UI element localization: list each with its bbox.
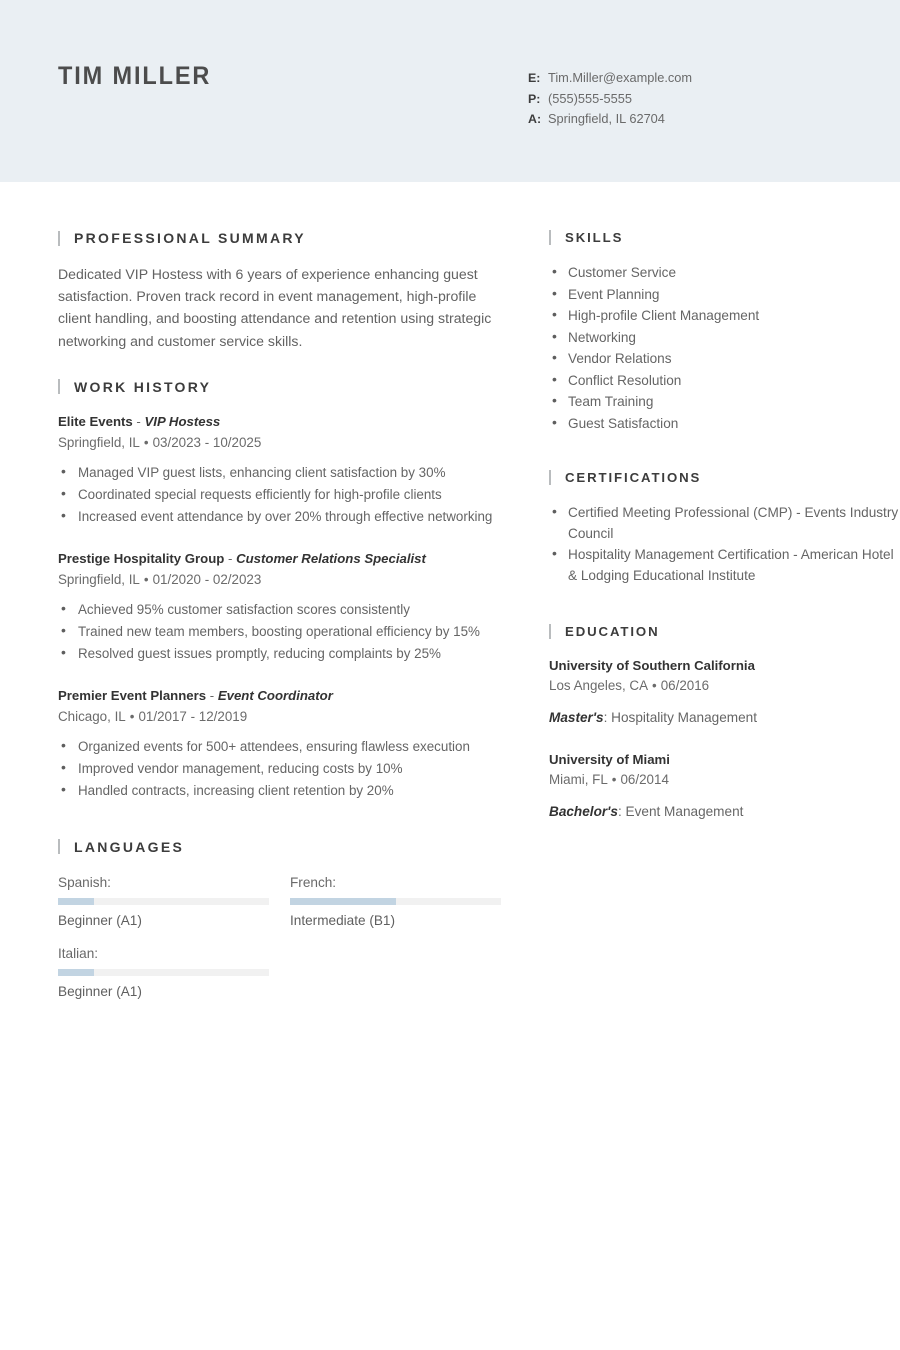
work-bullet: • Trained new team members, boosting operational efficiency by 15% bbox=[58, 621, 501, 642]
work-bullet: • Increased event attendance by over 20% through effective networking bbox=[58, 506, 501, 527]
section-education bbox=[549, 624, 900, 822]
language-progress-track bbox=[58, 969, 269, 976]
section-title-languages: LANGUAGES bbox=[74, 838, 185, 855]
contact-row-address bbox=[528, 109, 692, 130]
education-degree bbox=[549, 707, 900, 728]
work-entry-meta bbox=[58, 569, 501, 590]
education-location: Los Angeles, CA bbox=[549, 677, 649, 693]
language-name: Italian: bbox=[58, 945, 99, 961]
email-label: E: bbox=[528, 71, 541, 85]
right-column bbox=[549, 230, 900, 849]
meta-dot-icon: • bbox=[143, 571, 149, 587]
education-entry bbox=[549, 750, 900, 822]
work-separator: - bbox=[224, 550, 237, 566]
work-bullet: • Handled contracts, increasing client retention by 20% bbox=[58, 780, 501, 801]
education-degree bbox=[549, 801, 900, 822]
work-title: Event Coordinator bbox=[217, 687, 333, 703]
work-location: Springfield, IL bbox=[58, 434, 140, 450]
work-company: Premier Event Planners bbox=[58, 687, 207, 703]
language-progress-track bbox=[290, 898, 501, 905]
section-professional-summary bbox=[58, 230, 501, 352]
language-item bbox=[290, 872, 501, 931]
certification-item: • Hospitality Management Certification - American Hotel & Lodging Educational Institute bbox=[549, 544, 900, 586]
section-head-summary bbox=[58, 230, 501, 246]
section-title-skills: SKILLS bbox=[565, 230, 624, 245]
work-bullets bbox=[58, 599, 501, 664]
language-progress-fill bbox=[58, 898, 94, 905]
work-entry bbox=[58, 412, 501, 527]
work-entry-meta bbox=[58, 706, 501, 727]
section-languages bbox=[58, 839, 501, 1014]
education-date: 06/2016 bbox=[660, 677, 710, 693]
meta-dot-icon: • bbox=[652, 677, 657, 693]
language-progress-fill bbox=[290, 898, 396, 905]
left-column bbox=[58, 230, 501, 1041]
education-degree-field: : Event Management bbox=[617, 803, 744, 819]
work-title: Customer Relations Specialist bbox=[236, 550, 426, 566]
work-bullet: • Managed VIP guest lists, enhancing client satisfaction by 30% bbox=[58, 462, 501, 483]
section-work-history bbox=[58, 379, 501, 801]
education-meta bbox=[549, 675, 900, 696]
language-level: Beginner (A1) bbox=[58, 912, 142, 928]
accent-bar-icon bbox=[58, 839, 60, 854]
work-bullet: • Organized events for 500+ attendees, ensuring flawless execution bbox=[58, 736, 501, 757]
address-label: A: bbox=[528, 112, 542, 127]
section-head-languages bbox=[58, 839, 501, 855]
section-title-work-history: WORK HISTORY bbox=[74, 378, 212, 395]
languages-grid bbox=[58, 872, 501, 1014]
work-entry-heading bbox=[58, 412, 501, 431]
accent-bar-icon bbox=[549, 470, 551, 485]
work-location: Chicago, IL bbox=[58, 708, 126, 724]
email-value[interactable]: Tim.Miller@example.com bbox=[548, 70, 693, 85]
work-title: VIP Hostess bbox=[144, 413, 221, 429]
work-bullets bbox=[58, 462, 501, 527]
skill-item: • Vendor Relations bbox=[549, 348, 900, 369]
summary-text: Dedicated VIP Hostess with 6 years of experience enhancing guest satisfaction. Proven track record in event management, high-profile client handling, and boosting attendance and retention using strategic networking and customer service skills. bbox=[58, 266, 492, 349]
contact-block bbox=[528, 62, 692, 130]
accent-bar-icon bbox=[549, 624, 551, 639]
work-bullet: • Improved vendor management, reducing costs by 10% bbox=[58, 758, 501, 779]
skill-item: • Team Training bbox=[549, 391, 900, 412]
skill-item: • High-profile Client Management bbox=[549, 305, 900, 326]
meta-dot-icon: • bbox=[143, 434, 149, 450]
section-title-education: EDUCATION bbox=[565, 623, 660, 639]
certifications-list bbox=[549, 502, 900, 586]
language-item bbox=[58, 872, 269, 931]
section-skills bbox=[549, 230, 900, 434]
skills-list bbox=[549, 262, 900, 434]
candidate-name: TIM MILLER bbox=[58, 62, 212, 90]
address-value: Springfield, IL 62704 bbox=[548, 111, 665, 127]
phone-label: P: bbox=[528, 91, 541, 106]
contact-row-email bbox=[528, 68, 692, 89]
accent-bar-icon bbox=[58, 379, 60, 394]
work-entry-heading bbox=[58, 549, 501, 568]
phone-value[interactable]: (555)555-5555 bbox=[548, 90, 632, 106]
section-certifications bbox=[549, 470, 900, 586]
section-head-work-history bbox=[58, 379, 501, 395]
skill-item: • Networking bbox=[549, 327, 900, 348]
work-entry-meta bbox=[58, 432, 501, 453]
language-level: Beginner (A1) bbox=[58, 983, 142, 999]
work-dates: 01/2017 - 12/2019 bbox=[138, 708, 248, 724]
meta-dot-icon: • bbox=[611, 771, 617, 787]
education-degree-label: Master's bbox=[549, 709, 604, 725]
work-separator: - bbox=[132, 413, 145, 429]
work-bullet: • Achieved 95% customer satisfaction scores consistently bbox=[58, 599, 501, 620]
education-school: University of Southern California bbox=[549, 657, 755, 673]
work-company: Prestige Hospitality Group bbox=[58, 550, 225, 566]
work-entry bbox=[58, 549, 501, 664]
education-degree-field: : Hospitality Management bbox=[603, 709, 758, 725]
section-head-education bbox=[549, 624, 900, 639]
education-location: Miami, FL bbox=[549, 771, 608, 787]
work-entry-heading bbox=[58, 686, 501, 705]
work-dates: 03/2023 - 10/2025 bbox=[152, 434, 262, 450]
section-title-summary: PROFESSIONAL SUMMARY bbox=[74, 230, 306, 246]
work-dates: 01/2020 - 02/2023 bbox=[152, 571, 262, 587]
education-school: University of Miami bbox=[549, 751, 670, 767]
name-block bbox=[58, 62, 528, 91]
section-head-skills bbox=[549, 230, 900, 245]
section-title-certifications: CERTIFICATIONS bbox=[565, 469, 702, 485]
skill-item: • Event Planning bbox=[549, 284, 900, 305]
contact-row-phone bbox=[528, 89, 692, 110]
skill-item: • Guest Satisfaction bbox=[549, 413, 900, 434]
language-item bbox=[58, 943, 269, 1002]
language-name: Spanish: bbox=[58, 874, 111, 890]
accent-bar-icon bbox=[58, 231, 60, 246]
work-location: Springfield, IL bbox=[58, 571, 140, 587]
education-entry bbox=[549, 656, 900, 728]
language-name: French: bbox=[290, 874, 337, 890]
work-entry bbox=[58, 686, 501, 801]
language-level: Intermediate (B1) bbox=[290, 912, 396, 928]
skill-item: • Conflict Resolution bbox=[549, 370, 900, 391]
language-progress-fill bbox=[58, 969, 94, 976]
education-date: 06/2014 bbox=[620, 771, 669, 787]
work-bullet: • Coordinated special requests efficiently for high-profile clients bbox=[58, 484, 501, 505]
education-meta bbox=[549, 769, 900, 790]
section-head-certifications bbox=[549, 470, 900, 485]
work-bullets bbox=[58, 736, 501, 801]
resume-header bbox=[0, 0, 900, 182]
resume-body bbox=[0, 182, 900, 1041]
work-company: Elite Events bbox=[58, 413, 133, 429]
accent-bar-icon bbox=[549, 230, 551, 245]
meta-dot-icon: • bbox=[129, 708, 135, 724]
skill-item: • Customer Service bbox=[549, 262, 900, 283]
language-progress-track bbox=[58, 898, 269, 905]
education-degree-label: Bachelor's bbox=[549, 803, 618, 819]
certification-item: • Certified Meeting Professional (CMP) - Events Industry Council bbox=[549, 502, 900, 544]
work-bullet: • Resolved guest issues promptly, reducing complaints by 25% bbox=[58, 643, 501, 664]
work-separator: - bbox=[206, 687, 218, 703]
